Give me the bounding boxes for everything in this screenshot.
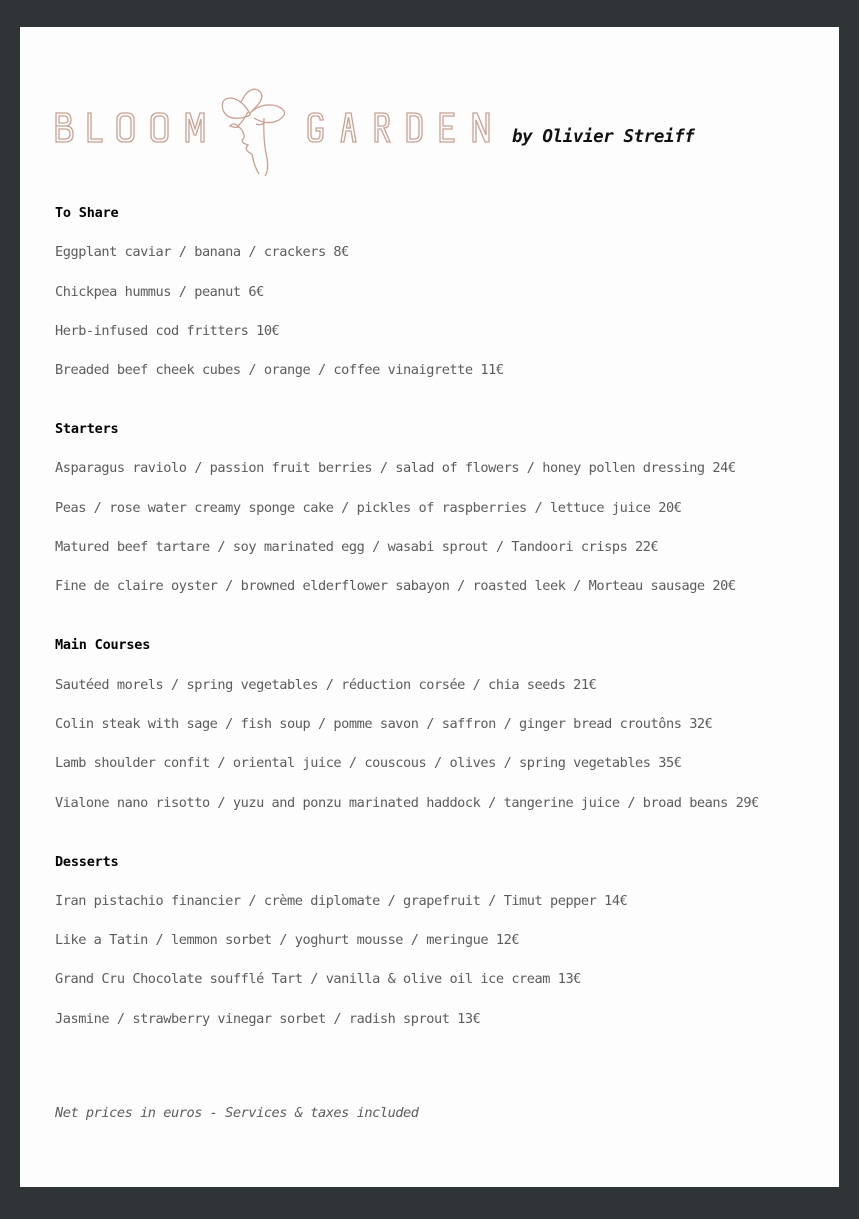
- menu-item: Chickpea hummus / peanut 6€: [55, 283, 264, 300]
- menu-item: Colin steak with sage / fish soup / pomme savon / saffron / ginger bread croutôns 32€: [55, 715, 713, 732]
- menu-item: Fine de claire oyster / browned elderflower sabayon / roasted leek / Morteau sausage 20€: [55, 578, 736, 595]
- section-desserts: [55, 852, 825, 1029]
- menu-item: Peas / rose water creamy sponge cake / pickles of raspberries / lettuce juice 20€: [55, 499, 682, 516]
- bloom-garden-logo: [55, 82, 500, 177]
- section-title: Desserts: [55, 853, 119, 870]
- menu-item: Like a Tatin / lemmon sorbet / yoghurt mousse / meringue 12€: [55, 932, 520, 949]
- section-main-courses: [55, 635, 825, 812]
- menu-item: Asparagus raviolo / passion fruit berries / salad of flowers / honey pollen dressing 24€: [55, 460, 736, 477]
- menu-item: Vialone nano risotto / yuzu and ponzu marinated haddock / tangerine juice / broad beans 29€: [55, 794, 759, 811]
- menu-item: Iran pistachio financier / crème diplomate / grapefruit / Timut pepper 14€: [55, 892, 628, 909]
- footer-note: Net prices in euros - Services & taxes included: [55, 1105, 419, 1121]
- menu-item: Sautéed morels / spring vegetables / réduction corsée / chia seeds 21€: [55, 676, 597, 693]
- section-title: Main Courses: [55, 637, 151, 654]
- menu-item: Herb-infused cod fritters 10€: [55, 322, 280, 339]
- section-to-share: [55, 203, 825, 380]
- menu-item: Matured beef tartare / soy marinated egg / wasabi sprout / Tandoori crisps 22€: [55, 539, 659, 556]
- menu-item: Eggplant caviar / banana / crackers 8€: [55, 244, 349, 261]
- chef-byline: by Olivier Streiff: [512, 127, 695, 147]
- menu-sections: [55, 203, 825, 1068]
- section-starters: [55, 419, 825, 596]
- menu-item: Jasmine / strawberry vinegar sorbet / radish sprout 13€: [55, 1010, 481, 1027]
- section-title: To Share: [55, 205, 119, 221]
- menu-item: Breaded beef cheek cubes / orange / coffee vinaigrette 11€: [55, 362, 504, 379]
- menu-item: Grand Cru Chocolate soufflé Tart / vanilla & olive oil ice cream 13€: [55, 971, 581, 988]
- section-title: Starters: [55, 421, 119, 438]
- menu-page: [20, 27, 839, 1187]
- menu-header: [55, 82, 815, 177]
- menu-item: Lamb shoulder confit / oriental juice / couscous / olives / spring vegetables 35€: [55, 755, 682, 772]
